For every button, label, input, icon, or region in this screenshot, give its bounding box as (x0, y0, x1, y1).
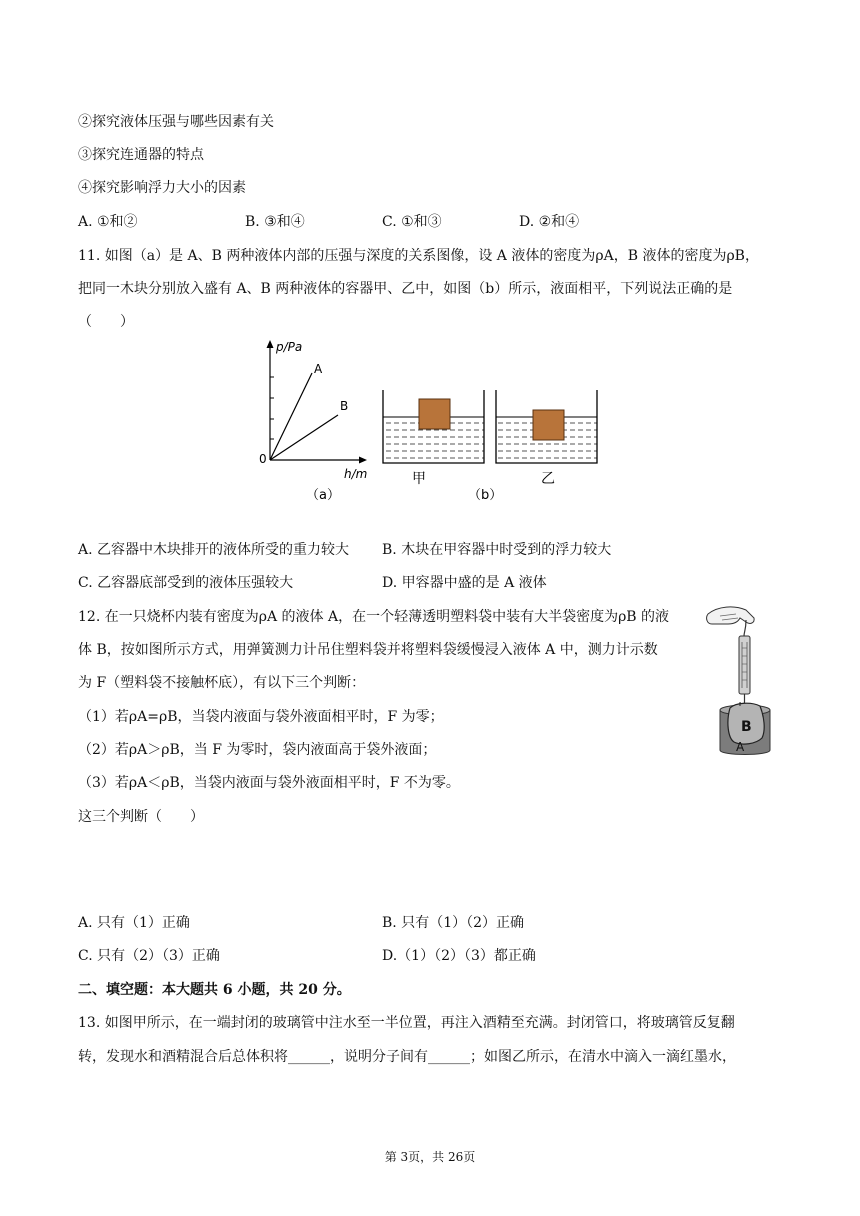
line-a-label: A (314, 362, 323, 376)
q12-judgment-1: （1）若ρA=ρB，当袋内液面与袋外液面相平时，F 为零； (78, 709, 444, 725)
q10-option-c[interactable]: C. ①和③ (382, 214, 442, 230)
bag-label: B (741, 719, 752, 735)
q10-option-d[interactable]: D. ②和④ (519, 214, 580, 230)
q12-stem-line-3: 为 F（塑料袋不接触杯底），有以下三个判断： (78, 675, 366, 691)
line-a (270, 373, 312, 460)
q12-stem-line-2: 体 B，按如图所示方式，用弹簧测力计吊住塑料袋并将塑料袋缓慢浸入液体 A 中，测力计示数 (78, 642, 658, 658)
q11-option-a[interactable]: A. 乙容器中木块排开的液体所受的重力较大 (78, 542, 350, 558)
figure-b-caption: （b） (468, 488, 503, 503)
q10-option-a[interactable]: A. ①和② (78, 214, 138, 230)
beaker-label: A (736, 740, 745, 754)
x-axis-label: h/m (344, 467, 368, 481)
pressure-depth-graph (259, 340, 367, 503)
q12-option-c[interactable]: C. 只有（2）（3）正确 (78, 948, 220, 964)
container-yi-label: 乙 (541, 471, 555, 487)
q10-item-4: ④探究影响浮力大小的因素 (78, 180, 246, 196)
q12-option-b[interactable]: B. 只有（1）（2）正确 (382, 915, 525, 931)
figure-a-caption: （a） (306, 488, 340, 503)
container-yi (496, 390, 597, 487)
q11-figure (250, 335, 620, 510)
q10-item-2: ②探究液体压强与哪些因素有关 (78, 114, 274, 130)
q11-stem-line-1: 11. 如图（a）是 A、B 两种液体内部的压强与深度的关系图像，设 A 液体的密度为ρA，B 液体的密度为ρB， (78, 248, 759, 264)
q11-stem-line-3: （ ） (78, 314, 134, 330)
line-b-label: B (340, 399, 349, 413)
spring-scale (739, 620, 750, 705)
q11-option-b[interactable]: B. 木块在甲容器中时受到的浮力较大 (382, 542, 612, 558)
hand-icon (707, 607, 755, 624)
wood-block-1 (419, 399, 450, 429)
q12-judgment-3: （3）若ρA＜ρB，当袋内液面与袋外液面相平时，F 不为零。 (78, 775, 460, 791)
wood-block-2 (533, 410, 564, 440)
q12-figure (700, 602, 790, 758)
q13-stem-line-1: 13. 如图甲所示，在一端封闭的玻璃管中注水至一半位置，再注入酒精至充满。封闭管口，将玻璃管反复翻 (78, 1015, 735, 1031)
container-jia (383, 390, 484, 487)
y-axis-label: p/Pa (276, 340, 303, 354)
q13-stem-line-2: 转，发现水和酒精混合后总体积将______，说明分子间有______；如图乙所示，在清水中滴入一滴红墨水， (78, 1049, 736, 1065)
container-jia-label: 甲 (412, 471, 426, 487)
q12-option-d[interactable]: D.（1）（2）（3）都正确 (382, 948, 536, 964)
q11-stem-line-2: 把同一木块分别放入盛有 A、B 两种液体的容器甲、乙中，如图（b）所示，液面相平，下列说法正确的是 (78, 281, 733, 297)
q12-stem-line-4: 这三个判断（ ） (78, 809, 204, 825)
x-axis-arrow (359, 457, 367, 464)
q10-item-3: ③探究连通器的特点 (78, 147, 204, 163)
q12-option-a[interactable]: A. 只有（1）正确 (78, 915, 190, 931)
q11-option-c[interactable]: C. 乙容器底部受到的液体压强较大 (78, 575, 294, 591)
q10-option-b[interactable]: B. ③和④ (245, 214, 305, 230)
page-footer: 第 3页，共 26页 (384, 1150, 476, 1164)
q11-option-d[interactable]: D. 甲容器中盛的是 A 液体 (382, 575, 547, 591)
q12-judgment-2: （2）若ρA＞ρB，当 F 为零时，袋内液面高于袋外液面； (78, 742, 437, 758)
origin-label: 0 (259, 452, 267, 466)
y-axis-arrow (267, 340, 274, 348)
q12-stem-line-1: 12. 在一只烧杯内装有密度为ρA 的液体 A，在一个轻薄透明塑料袋中装有大半袋密度为ρB 的液 (78, 609, 670, 625)
section-2-heading: 二、填空题：本大题共 6 小题，共 20 分。 (78, 982, 351, 998)
